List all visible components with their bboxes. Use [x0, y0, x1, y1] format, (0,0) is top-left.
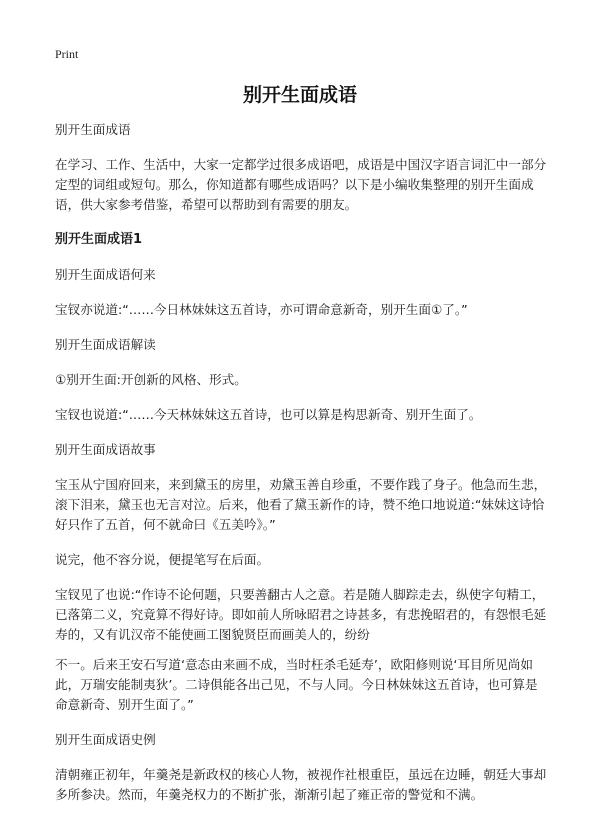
story-paragraph-1: 宝玉从宁国府回来，来到黛玉的房里，劝黛玉善自珍重，不要作践了身子。他急而生悲，滚下泪来，黛玉也无言对泣。后来，他看了黛玉新作的诗，赞不绝口地说道:“妹妹这诗恰好只作了五首，何不就命曰《五美吟》。” — [55, 477, 547, 532]
article-body — [55, 120, 550, 820]
subheading-explanation: 别开生面成语解读 — [55, 337, 156, 352]
story-paragraph-3: 宝钗见了也说:“作诗不论何题，只要善翻古人之意。若是随人脚踪走去，纵使字句精工，已落第二义，究竟算不得好诗。即如前人所咏昭君之诗甚多，有悲挽昭君的，有怨恨毛延寿的，又有讥汉帝不能使画工图貌贤臣而画美人的，纷纷 — [55, 587, 547, 642]
print-link[interactable]: Print — [55, 47, 79, 61]
explanation-note: ①别开生面:开创新的风格、形式。 — [55, 372, 247, 387]
explanation-translation: 宝钗也说道:“……今天林妹妹这五首诗，也可以算是构思新奇、别开生面了。 — [55, 407, 482, 422]
page-title: 别开生面成语 — [242, 84, 357, 106]
section-heading: 别开生面成语1 — [55, 232, 143, 247]
intro-paragraph: 在学习、工作、生活中，大家一定都学过很多成语吧，成语是中国汉字语言词汇中一部分定型的词组或短句。那么，你知道都有哪些成语吗？以下是小编收集整理的别开生面成语，供大家参考借鉴，希望可以帮助到有需要的朋友。 — [55, 157, 547, 212]
intro-heading: 别开生面成语 — [55, 122, 131, 137]
history-paragraph: 清朝雍正初年，年羹尧是新政权的核心人物，被视作社根重臣，虽远在边睡，朝廷大事却多所参决。然而，年羹尧权力的不断扩张，渐渐引起了雍正帝的警觉和不满。 — [55, 767, 547, 802]
subheading-history: 别开生面成语史例 — [55, 732, 156, 747]
subheading-story: 别开生面成语故事 — [55, 442, 156, 457]
story-paragraph-4: 不一。后来王安石写道‘意态由来画不成，当时枉杀毛延寿’，欧阳修则说‘耳目所见尚如此，万瑞安能制夷狄’。二诗俱能各出己见，不与人同。今日林妹妹这五首诗，也可算是命意新奇、别开生面了。” — [55, 657, 538, 712]
subheading-origin: 别开生面成语何来 — [55, 267, 156, 282]
story-paragraph-2: 说完，他不容分说，便提笔写在后面。 — [55, 552, 270, 567]
origin-quote: 宝钗亦说道:“……今日林妹妹这五首诗，亦可谓命意新奇，别开生面①了。” — [55, 302, 468, 317]
